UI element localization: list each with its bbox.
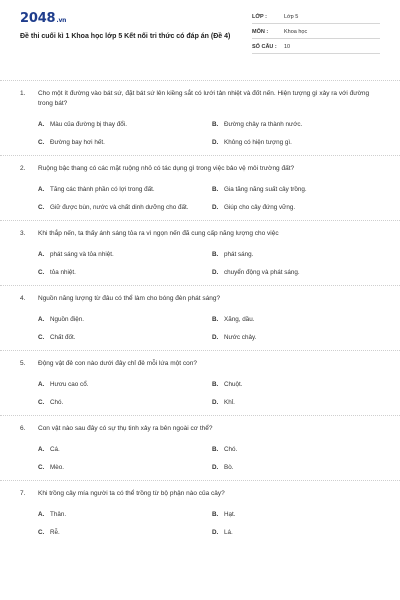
answer-option[interactable]	[38, 180, 212, 198]
option-letter: A.	[38, 185, 45, 193]
option-letter: A.	[38, 120, 45, 128]
question-header	[20, 164, 380, 174]
answer-option[interactable]	[38, 375, 212, 393]
option-text: Gia tăng năng suất cây trồng.	[224, 185, 307, 193]
answer-option[interactable]	[38, 458, 212, 476]
option-text: Nguồn điện.	[50, 315, 84, 323]
option-text: Xăng, dầu.	[224, 315, 255, 323]
option-letter: D.	[212, 203, 219, 211]
option-text: Hạt.	[224, 510, 236, 518]
question-number: 1.	[20, 90, 26, 97]
question-header	[20, 229, 380, 239]
answer-option[interactable]	[38, 263, 212, 281]
answer-option[interactable]	[212, 328, 386, 346]
meta-label: LỚP :	[252, 14, 267, 20]
answer-option[interactable]	[38, 505, 212, 523]
answer-option[interactable]	[212, 458, 386, 476]
answer-options	[38, 310, 380, 346]
answer-options	[38, 440, 380, 476]
option-letter: B.	[212, 120, 219, 128]
option-text: Đường bay hơi hết.	[50, 138, 105, 146]
option-text: phát sáng.	[224, 250, 254, 258]
question-text: Cho một ít đường vào bát sứ, đặt bát sứ lên kiềng sắt có lưới tản nhiệt và đốt nến. Hiện tượng gì xảy ra với đường trong bát?	[38, 90, 370, 107]
option-letter: D.	[212, 268, 219, 276]
option-text: Chó.	[50, 398, 64, 406]
question-number: 4.	[20, 295, 26, 302]
answer-option[interactable]	[212, 440, 386, 458]
option-text: Hươu cao cổ.	[50, 380, 89, 388]
option-text: Chuột.	[224, 380, 243, 388]
option-letter: D.	[212, 463, 219, 471]
document-title: Đề thi cuối kì 1 Khoa học lớp 5 Kết nối tri thức có đáp án (Đề 4)	[20, 33, 231, 40]
question-number: 5.	[20, 360, 26, 367]
option-text: Khỉ.	[224, 398, 235, 406]
question-header	[20, 89, 380, 109]
question-number: 7.	[20, 490, 26, 497]
answer-options	[38, 115, 380, 151]
question-text: Ruộng bậc thang có các mặt ruộng nhỏ có tác dụng gì trong việc bảo vệ môi trường đất?	[38, 165, 295, 172]
option-text: Bò.	[224, 463, 234, 471]
question-header	[20, 489, 380, 499]
question-list	[0, 80, 400, 545]
option-letter: A.	[38, 250, 45, 258]
answer-option[interactable]	[212, 375, 386, 393]
meta-row-count	[252, 41, 380, 54]
site-logo[interactable]	[20, 11, 66, 26]
option-letter: B.	[212, 380, 219, 388]
option-letter: C.	[38, 528, 45, 536]
option-letter: C.	[38, 463, 45, 471]
option-text: chuyển động và phát sáng.	[224, 268, 300, 276]
meta-table	[252, 11, 380, 56]
option-letter: B.	[212, 315, 219, 323]
meta-row-subject	[252, 26, 380, 39]
question-4	[0, 285, 400, 350]
option-text: Màu của đường bị thay đổi.	[50, 120, 127, 128]
option-letter: C.	[38, 138, 45, 146]
option-letter: B.	[212, 510, 219, 518]
question-7	[0, 480, 400, 545]
question-number: 2.	[20, 165, 26, 172]
option-text: Giúp cho cây đứng vững.	[224, 203, 296, 211]
meta-value: Khoa học	[284, 29, 308, 35]
logo-text: 2048	[20, 11, 56, 26]
answer-option[interactable]	[212, 523, 386, 541]
question-header	[20, 294, 380, 304]
question-6	[0, 415, 400, 480]
question-text: Con vật nào sau đây có sự thụ tinh xảy ra bên ngoài cơ thể?	[38, 425, 213, 432]
question-text: Khi trồng cây mía người ta có thể trồng từ bộ phận nào của cây?	[38, 490, 225, 497]
option-text: Cá.	[50, 445, 60, 453]
question-1	[0, 80, 400, 155]
answer-option[interactable]	[212, 180, 386, 198]
option-letter: D.	[212, 138, 219, 146]
option-text: Không có hiện tượng gì.	[224, 138, 292, 146]
option-letter: D.	[212, 398, 219, 406]
answer-option[interactable]	[38, 198, 212, 216]
option-letter: A.	[38, 315, 45, 323]
question-header	[20, 359, 380, 369]
question-3	[0, 220, 400, 285]
option-text: Rễ.	[50, 528, 60, 536]
answer-option[interactable]	[212, 198, 386, 216]
option-text: Lá.	[224, 528, 233, 536]
answer-option[interactable]	[38, 115, 212, 133]
answer-options	[38, 180, 380, 216]
answer-option[interactable]	[38, 133, 212, 151]
question-2	[0, 155, 400, 220]
question-header	[20, 424, 380, 434]
option-text: Giữ được bùn, nước và chất dinh dưỡng cho đất.	[50, 203, 189, 211]
option-text: Đường chảy ra thành nước.	[224, 120, 303, 128]
question-text: Động vật đẻ con nào dưới đây chỉ đẻ mỗi lứa một con?	[38, 360, 197, 367]
meta-label: SỐ CÂU :	[252, 44, 277, 50]
meta-row-class	[252, 11, 380, 24]
option-letter: A.	[38, 445, 45, 453]
option-text: tỏa nhiệt.	[50, 268, 76, 276]
option-letter: C.	[38, 268, 45, 276]
answer-option[interactable]	[212, 310, 386, 328]
answer-options	[38, 245, 380, 281]
meta-label: MÔN :	[252, 29, 269, 35]
answer-option[interactable]	[212, 133, 386, 151]
option-letter: C.	[38, 203, 45, 211]
option-text: Chất đốt.	[50, 333, 76, 341]
option-letter: A.	[38, 380, 45, 388]
meta-value: Lớp 5	[284, 14, 299, 20]
answer-option[interactable]	[38, 328, 212, 346]
option-text: Nước chảy.	[224, 333, 257, 341]
question-number: 3.	[20, 230, 26, 237]
option-letter: D.	[212, 333, 219, 341]
question-number: 6.	[20, 425, 26, 432]
option-letter: C.	[38, 333, 45, 341]
answer-option[interactable]	[212, 115, 386, 133]
answer-option[interactable]	[38, 440, 212, 458]
answer-option[interactable]	[38, 310, 212, 328]
answer-option[interactable]	[38, 523, 212, 541]
answer-options	[38, 375, 380, 411]
answer-option[interactable]	[38, 245, 212, 263]
question-5	[0, 350, 400, 415]
answer-option[interactable]	[212, 263, 386, 281]
option-letter: A.	[38, 510, 45, 518]
question-text: Khi thắp nến, ta thấy ánh sáng tỏa ra vì ngọn nến đã cung cấp năng lượng cho việc	[38, 230, 279, 237]
option-letter: B.	[212, 185, 219, 193]
answer-option[interactable]	[212, 393, 386, 411]
option-letter: D.	[212, 528, 219, 536]
answer-option[interactable]	[38, 393, 212, 411]
answer-options	[38, 505, 380, 541]
option-letter: B.	[212, 250, 219, 258]
answer-option[interactable]	[212, 245, 386, 263]
answer-option[interactable]	[212, 505, 386, 523]
option-letter: C.	[38, 398, 45, 406]
option-text: Chó.	[224, 445, 238, 453]
option-letter: B.	[212, 445, 219, 453]
logo-suffix: .vn	[56, 17, 67, 24]
option-text: Mèo.	[50, 463, 64, 471]
question-text: Nguồn năng lượng từ đâu có thể làm cho bóng đèn phát sáng?	[38, 295, 221, 302]
option-text: Tăng các thành phần có lợi trong đất.	[50, 185, 155, 193]
meta-value: 10	[284, 44, 291, 50]
option-text: Thân.	[50, 510, 67, 518]
option-text: phát sáng và tỏa nhiệt.	[50, 250, 114, 258]
